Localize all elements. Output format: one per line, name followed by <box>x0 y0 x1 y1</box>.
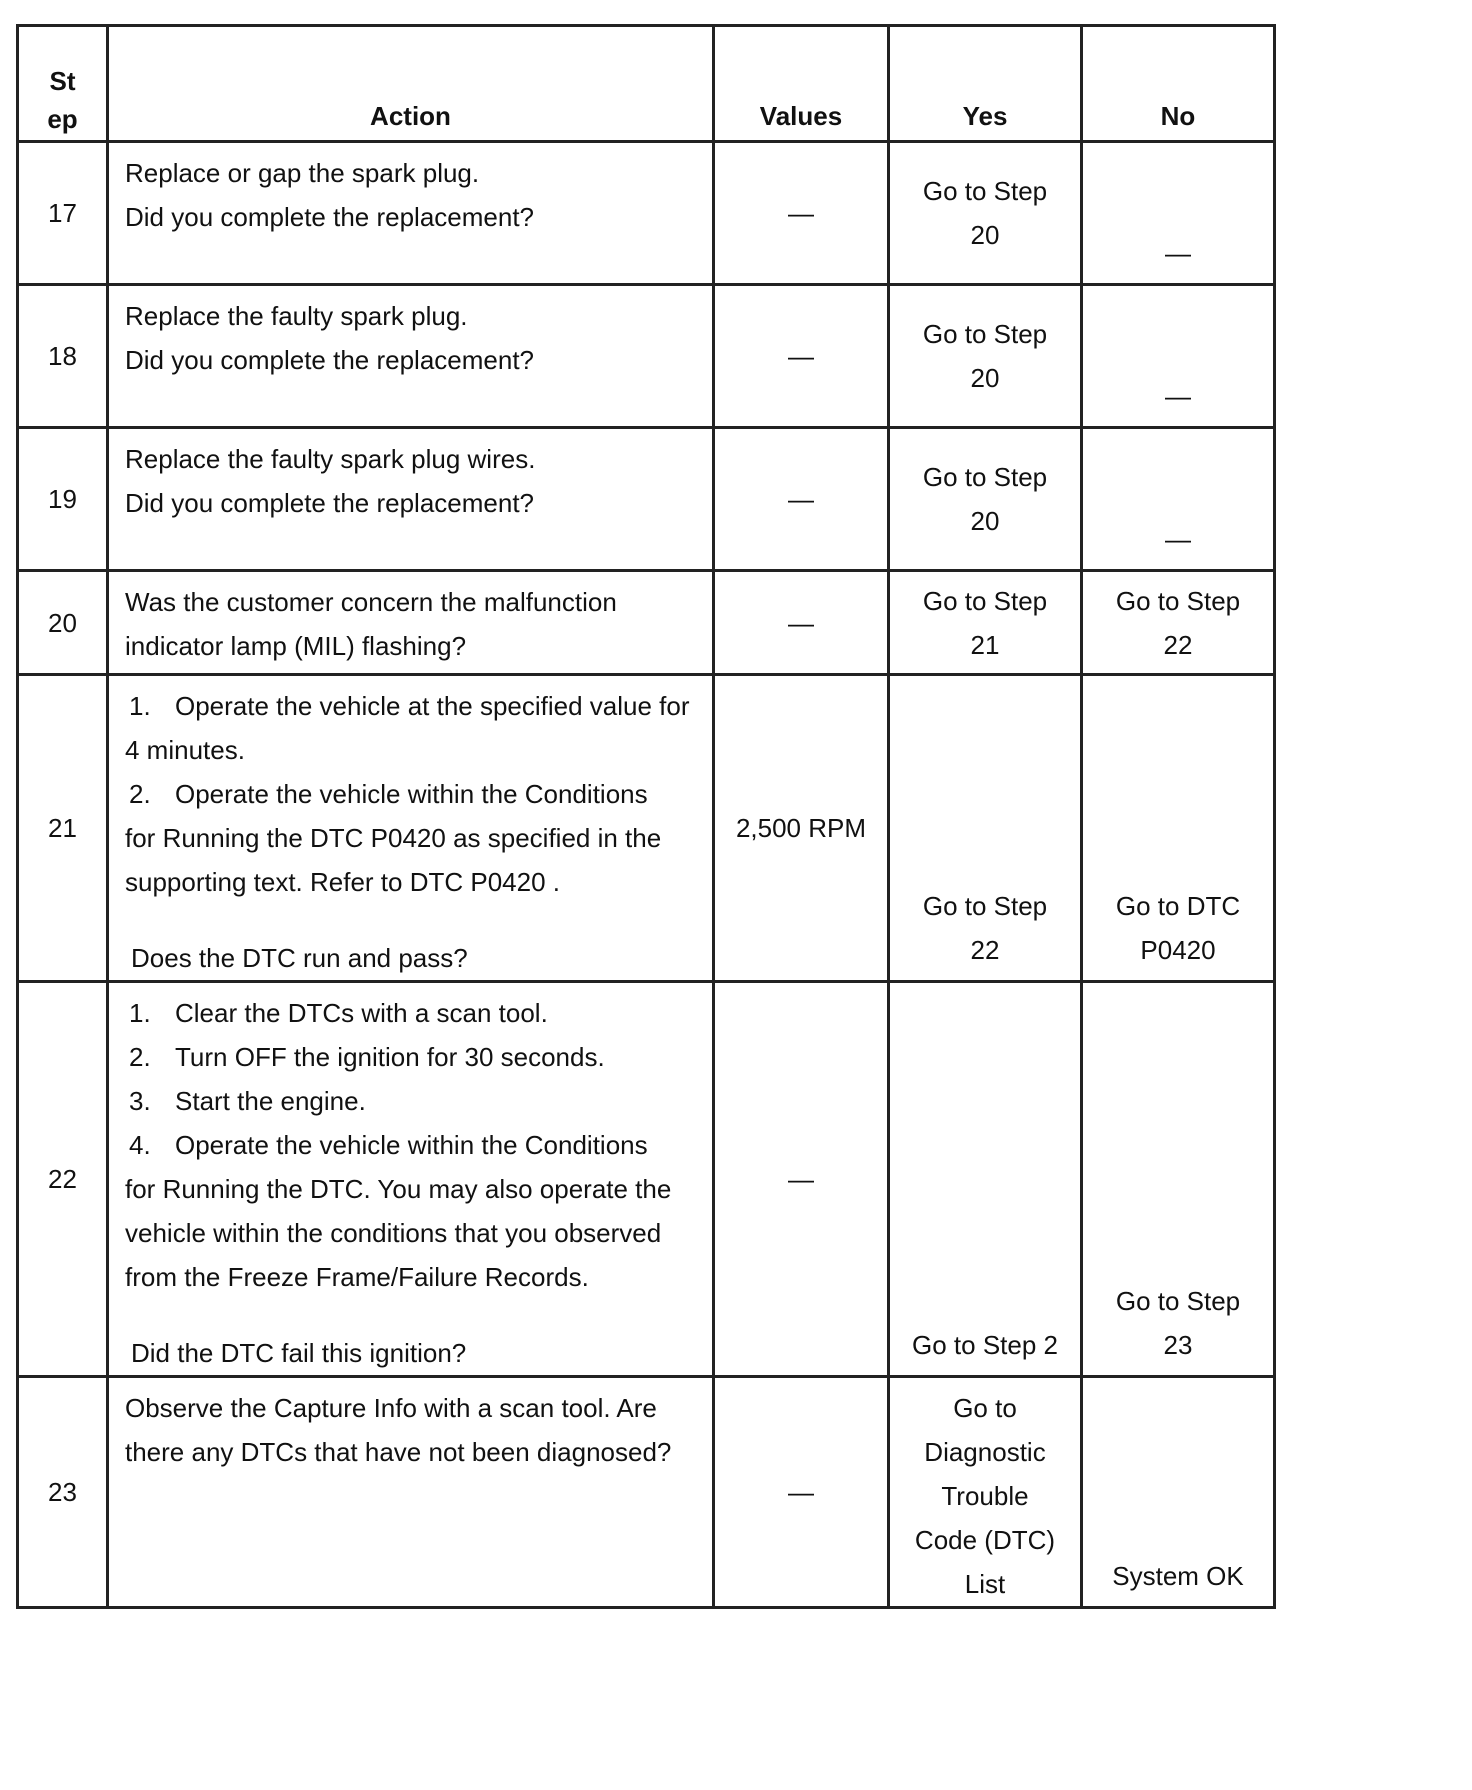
yes-cell <box>889 428 1082 571</box>
values-cell: — <box>714 285 889 428</box>
action-header: Action <box>108 26 714 142</box>
step-number: 19 <box>18 428 108 571</box>
yes-line: Go to Step <box>922 891 1048 921</box>
action-item: 1. Clear the DTCs with a scan tool. <box>129 998 548 1028</box>
no-header: No <box>1082 26 1275 142</box>
yes-cell <box>889 142 1082 285</box>
no-cell <box>1082 982 1275 1377</box>
no-line: 23 <box>1163 1330 1193 1360</box>
action-cell <box>108 571 714 675</box>
yes-line: 20 <box>970 220 1000 250</box>
step-header-line2: ep <box>47 104 78 134</box>
action-line: Replace the faulty spark plug wires. <box>125 444 536 474</box>
no-cell: — <box>1082 285 1275 428</box>
no-cell: System OK <box>1082 1377 1275 1608</box>
values-cell: 2,500 RPM <box>714 675 889 982</box>
table-row <box>18 285 1275 428</box>
action-item: 4. Operate the vehicle within the Conditions <box>129 1130 648 1160</box>
action-item-cont: supporting text. Refer to DTC P0420 . <box>125 867 560 897</box>
action-item: 3. Start the engine. <box>129 1086 366 1116</box>
values-cell: — <box>714 571 889 675</box>
yes-line: Go to Step <box>922 319 1048 349</box>
no-line: P0420 <box>1140 935 1216 965</box>
no-cell: — <box>1082 142 1275 285</box>
no-cell <box>1082 571 1275 675</box>
table-row <box>18 982 1275 1377</box>
no-cell <box>1082 675 1275 982</box>
yes-cell <box>889 285 1082 428</box>
step-number: 22 <box>18 982 108 1377</box>
step-number: 18 <box>18 285 108 428</box>
table-row <box>18 142 1275 285</box>
values-cell: — <box>714 142 889 285</box>
yes-cell <box>889 982 1082 1377</box>
action-line: Observe the Capture Info with a scan tool. Are <box>125 1393 657 1423</box>
table-row <box>18 675 1275 982</box>
table-row <box>18 428 1275 571</box>
action-cell <box>108 675 714 982</box>
yes-line: Go to Step 2 <box>912 1330 1058 1360</box>
no-cell: — <box>1082 428 1275 571</box>
action-item-cont: 4 minutes. <box>125 735 245 765</box>
step-number: 20 <box>18 571 108 675</box>
table-row <box>18 571 1275 675</box>
step-header <box>18 26 108 142</box>
action-cell <box>108 142 714 285</box>
step-header-line1: St <box>49 66 76 96</box>
values-header: Values <box>714 26 889 142</box>
action-item-cont: for Running the DTC P0420 as specified in the <box>125 823 662 853</box>
yes-line: List <box>964 1569 1006 1599</box>
yes-line: 20 <box>970 506 1000 536</box>
action-item: 1. Operate the vehicle at the specified value for <box>129 691 690 721</box>
values-cell: — <box>714 1377 889 1608</box>
yes-line: Go to Step <box>922 585 1048 616</box>
action-cell <box>108 982 714 1377</box>
action-item-cont: from the Freeze Frame/Failure Records. <box>125 1262 589 1292</box>
step-number: 21 <box>18 675 108 982</box>
no-line: Go to Step <box>1115 1286 1241 1316</box>
yes-cell <box>889 1377 1082 1608</box>
no-line: Go to DTC <box>1115 891 1241 921</box>
values-cell: — <box>714 982 889 1377</box>
no-line: 22 <box>1163 629 1193 660</box>
action-item: 2. Turn OFF the ignition for 30 seconds. <box>129 1042 605 1072</box>
action-line: indicator lamp (MIL) flashing? <box>125 631 467 661</box>
step-number: 17 <box>18 142 108 285</box>
action-cell <box>108 285 714 428</box>
action-item-cont: for Running the DTC. You may also operate the <box>125 1174 672 1204</box>
values-cell: — <box>714 428 889 571</box>
action-question: Did the DTC fail this ignition? <box>131 1338 467 1368</box>
action-line: Replace the faulty spark plug. <box>125 301 468 331</box>
diagnostic-table <box>16 24 1276 1609</box>
action-cell <box>108 1377 714 1608</box>
table-row <box>18 1377 1275 1608</box>
yes-line: Go to Step <box>922 462 1048 492</box>
action-item: 2. Operate the vehicle within the Conditions <box>129 779 648 809</box>
action-cell <box>108 428 714 571</box>
yes-line: 21 <box>970 629 1000 660</box>
yes-line: Trouble <box>941 1481 1029 1511</box>
action-question: Did you complete the replacement? <box>125 345 535 375</box>
action-line: there any DTCs that have not been diagnosed? <box>125 1437 672 1467</box>
yes-line: Go to Step <box>922 176 1048 206</box>
yes-line: Go to <box>953 1393 1017 1423</box>
header-row <box>18 26 1275 142</box>
step-number: 23 <box>18 1377 108 1608</box>
yes-line: Code (DTC) <box>914 1525 1056 1555</box>
action-question: Did you complete the replacement? <box>125 488 535 518</box>
yes-header: Yes <box>889 26 1082 142</box>
yes-line: 20 <box>970 363 1000 393</box>
yes-line: Diagnostic <box>924 1437 1046 1467</box>
yes-line: 22 <box>970 935 1000 965</box>
action-item-cont: vehicle within the conditions that you observed <box>125 1218 662 1248</box>
action-line: Replace or gap the spark plug. <box>125 158 480 188</box>
no-line: Go to Step <box>1115 585 1241 616</box>
yes-cell <box>889 675 1082 982</box>
yes-cell <box>889 571 1082 675</box>
action-question: Does the DTC run and pass? <box>131 943 468 973</box>
action-question: Did you complete the replacement? <box>125 202 535 232</box>
action-line: Was the customer concern the malfunction <box>125 587 617 617</box>
